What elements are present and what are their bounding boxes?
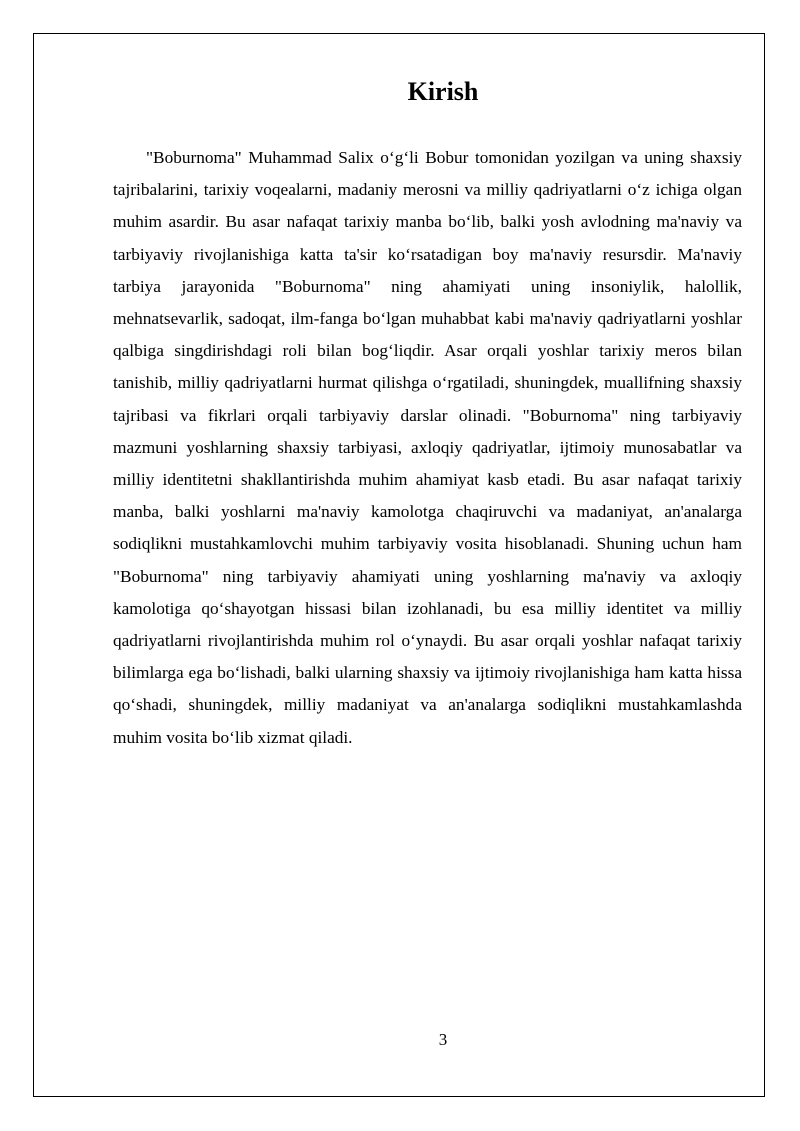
page-title: Kirish	[407, 77, 479, 106]
body-paragraph: "Boburnoma" Muhammad Salix o‘g‘li Bobur tomonidan yozilgan va uning shaxsiy tajribalarini, tarixiy voqealarni, madaniy merosni va milliy qadriyatlarni o‘z ichiga olgan muhim asardir. Bu asar nafaqat tarixiy manba bo‘lib, balki yosh avlodning ma'naviy va tarbiyaviy rivojlanishiga katta ta'sir ko‘rsatadigan boy ma'naviy resursdir. Ma'naviy tarbiya jarayonida "Boburnoma" ning ahamiyati uning insoniylik, halollik, mehnatsevarlik, sadoqat, ilm-fanga bo‘lgan muhabbat kabi ma'naviy qadriyatlarni yoshlar qalbiga singdirishdagi roli bilan bog‘liqdir. Asar orqali yoshlar tarixiy meros bilan tanishib, milliy qadriyatlarni hurmat qilishga o‘rgatiladi, shuningdek, muallifning shaxsiy tajribasi va fikrlari orqali tarbiyaviy darslar olinadi. "Boburnoma" ning tarbiyaviy mazmuni yoshlarning shaxsiy tarbiyasi, axloqiy qadriyatlar, ijtimoiy munosabatlar va milliy identitetni shakllantirishda muhim ahamiyat kasb etadi. Bu asar nafaqat tarixiy manba, balki yoshlarni ma'naviy kamolotga chaqiruvchi va madaniyat, an'analarga sodiqlikni mustahkamlovchi muhim tarbiyaviy vosita hisoblanadi. Shuning uchun ham "Boburnoma" ning tarbiyaviy ahamiyati uning yoshlarning ma'naviy va axloqiy kamolotiga qo‘shayotgan hissasi bilan izohlanadi, bu esa milliy identitet va milliy qadriyatlarni rivojlantirishda muhim rol o‘ynaydi. Bu asar orqali yoshlar nafaqat tarixiy bilimlarga ega bo‘lishadi, balki ularning shaxsiy va ijtimoiy rivojlanishiga ham katta hissa qo‘shadi, shuningdek, milliy madaniyat va an'analarga sodiqlikni mustahkamlashda muhim vosita bo‘lib xizmat qiladi.	[113, 148, 742, 747]
page-number: 3	[438, 1030, 448, 1049]
